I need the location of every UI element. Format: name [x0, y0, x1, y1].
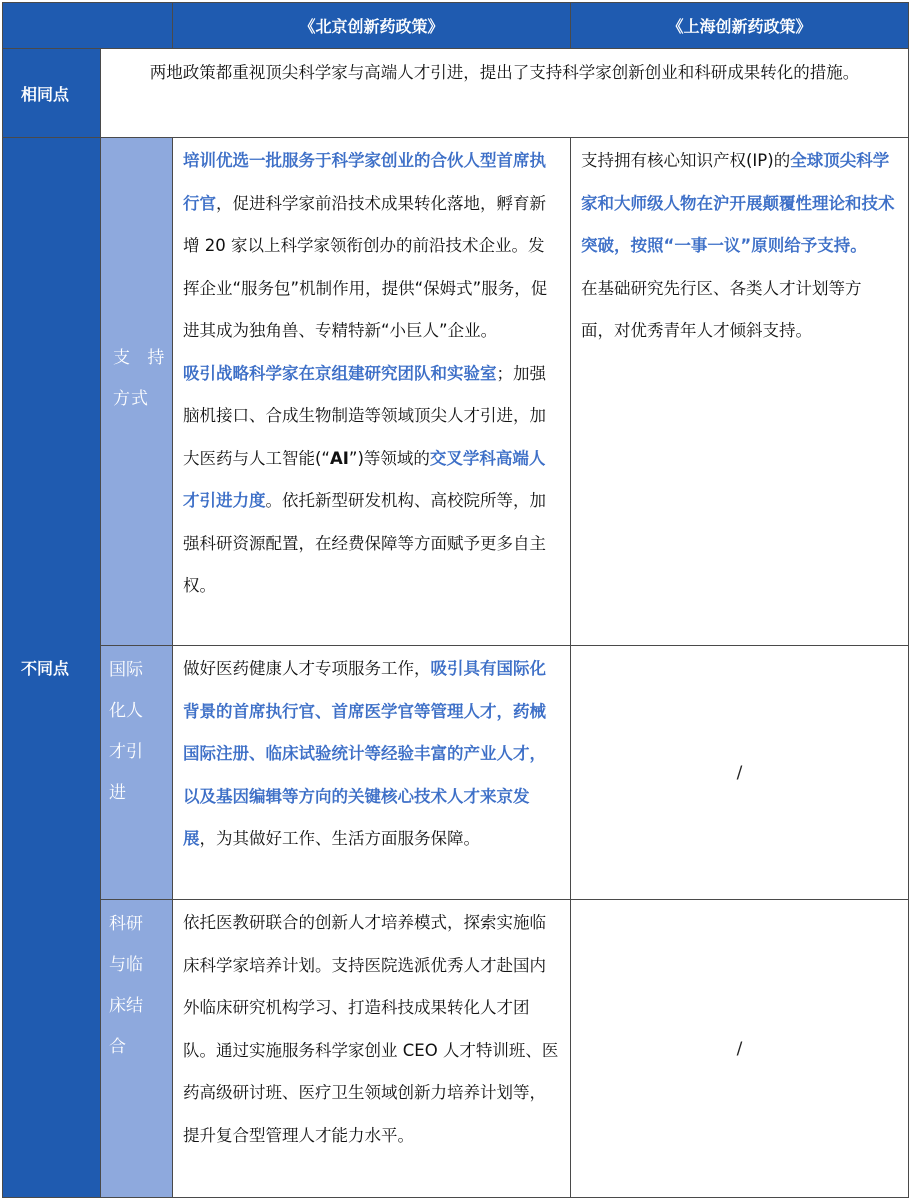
header-blank-cell	[3, 3, 173, 49]
intl-talent-label-line-2: 化人	[109, 701, 143, 721]
beijing-support-highlight-3: 交叉学科高端人才引进力度	[183, 448, 546, 510]
support-method-label-line-1: 支 持	[113, 348, 166, 368]
beijing-support-highlight-2: 吸引战略科学家在京组建研究团队和实验室	[183, 363, 497, 383]
beijing-intl-text-1: 做好医药健康人才专项服务工作，	[183, 659, 431, 678]
beijing-support-para-1	[183, 140, 560, 353]
intl-talent-row	[3, 646, 909, 900]
intl-talent-label	[101, 646, 173, 900]
beijing-support-text-1: ，促进科学家前沿技术成果转化落地，孵育新增 20 家以上科学家领衔创办的前沿技术企业。发挥企业“服务包”机制作用，提供“保姆式”服务，促进其成为独角兽、专精特新“小巨人”企业。	[183, 193, 548, 340]
clinical-label-line-1: 科研	[109, 914, 143, 934]
shanghai-intl-talent: /	[571, 646, 909, 900]
beijing-intl-talent	[173, 646, 571, 900]
similarities-label: 相同点	[3, 49, 101, 138]
support-method-label	[101, 138, 173, 646]
shanghai-support-para-1	[581, 140, 898, 268]
beijing-support-para-2	[183, 353, 560, 608]
beijing-support-text-2b: ”)等领域的	[348, 448, 430, 468]
support-method-label-line-2: 方式	[113, 389, 149, 409]
shanghai-support-text-1: 支持拥有核心知识产权(IP)的	[581, 151, 791, 170]
beijing-support-text-2c: 。依托新型研发机构、高校院所等，加强科研资源配置，在经费保障等方面赋予更多自主权。	[183, 491, 546, 595]
beijing-support-method	[173, 138, 571, 646]
intl-talent-label-line-4: 进	[109, 783, 126, 803]
clinical-research-label	[101, 900, 173, 1198]
shanghai-support-method	[571, 138, 909, 646]
intl-talent-label-line-3: 才引	[109, 742, 143, 762]
similarities-row	[3, 49, 909, 138]
header-shanghai-policy: 《上海创新药政策》	[571, 3, 909, 49]
intl-talent-label-line-1: 国际	[109, 660, 143, 680]
clinical-label-line-4: 合	[109, 1037, 126, 1057]
clinical-label-line-3: 床结	[109, 996, 143, 1016]
beijing-clinical-research: 依托医教研联合的创新人才培养模式，探索实施临床科学家培养计划。支持医院选派优秀人才赴国内外临床研究机构学习、打造科技成果转化人才团队。通过实施服务科学家创业 CEO 人才特训班、医药高级研讨班、医疗卫生领域创新力培养计划等，提升复合型管理人才能力水平。	[173, 900, 571, 1198]
header-beijing-policy: 《北京创新药政策》	[173, 3, 571, 49]
beijing-support-ai: AI	[330, 448, 349, 468]
beijing-support-highlight-1: 培训优选一批服务于科学家创业的合伙人型首席执行官	[183, 151, 546, 213]
beijing-intl-highlight: 吸引具有国际化背景的首席执行官、首席医学官等管理人才，药械国际注册、临床试验统计等经验丰富的产业人才，以及基因编辑等方向的关键核心技术人才来京发展	[183, 659, 546, 848]
support-method-row	[3, 138, 909, 646]
clinical-research-row	[3, 900, 909, 1198]
beijing-support-text-2a: ；加强脑机接口、合成生物制造等领域顶尖人才引进，加大医药与人工智能(“	[183, 363, 546, 468]
clinical-label-line-2: 与临	[109, 955, 143, 975]
shanghai-support-highlight-1: 全球顶尖科学家和大师级人物在沪开展颠覆性理论和技术突破，按照“一事一议”原则给予支持。	[581, 151, 895, 255]
policy-comparison-table	[2, 2, 909, 1198]
beijing-intl-text-2: ，为其做好工作、生活方面服务保障。	[199, 829, 480, 848]
similarities-text: 两地政策都重视顶尖科学家与高端人才引进，提出了支持科学家创新创业和科研成果转化的措施。	[101, 49, 909, 138]
shanghai-clinical-research: /	[571, 900, 909, 1198]
shanghai-support-para-2: 在基础研究先行区、各类人才计划等方面，对优秀青年人才倾斜支持。	[581, 278, 862, 340]
header-row	[3, 3, 909, 49]
differences-label: 不同点	[3, 138, 101, 1198]
